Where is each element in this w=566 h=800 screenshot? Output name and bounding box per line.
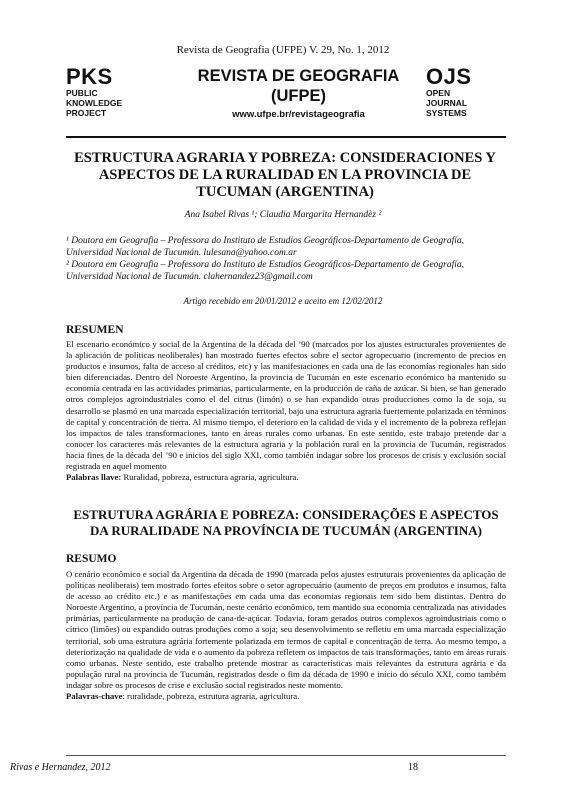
masthead-divider bbox=[66, 136, 506, 138]
running-head: Revista de Geografia (UFPE) V. 29, No. 1, 2012 bbox=[176, 44, 390, 56]
footer-citation: Rivas e Hernandez, 2012 bbox=[10, 762, 111, 773]
journal-name-block bbox=[176, 66, 421, 122]
resumen-keywords-text: Ruralidad, pobreza, estructura agraria, agricultura. bbox=[121, 472, 299, 483]
affiliation-2: ² Doutora em Geografia – Professora do Instituto de Estudios Geográficos-Departamento de Geografía, Universidad Nacional de Tucumán. clahernandez23@gmail.com bbox=[66, 260, 465, 282]
resumen-body bbox=[66, 339, 506, 483]
resumo-keywords bbox=[66, 691, 299, 701]
ojs-logo-line: OPEN bbox=[426, 88, 451, 98]
resumo-keywords-text: : ruralidade, pobreza, estrutura agraria, agricultura. bbox=[122, 691, 300, 702]
ojs-logo-title: OJS bbox=[426, 64, 472, 89]
affiliation-1: ¹ Doutora em Geografia – Professora do Instituto de Estudios Geográficos-Departamento de Geografía, Universidad Nacional de Tucumán. lulesana@yahoo.com.ar bbox=[66, 236, 465, 258]
footer-divider bbox=[66, 755, 506, 756]
ojs-logo-line: JOURNAL bbox=[426, 98, 468, 108]
page-number: 18 bbox=[408, 762, 418, 773]
pkp-logo-line: PUBLIC bbox=[66, 88, 98, 98]
resumo-heading: RESUMO bbox=[66, 553, 117, 565]
resumen-text: El escenario económico y social de la Argentina de la década del ’90 (marcados por los ajustes estructurales provenientes de la aplicación de políticas neoliberales) han mostrado fuertes efectos sobre el sector agropecuario (incremento de precios en productos e insumos, falta de acceso al créditos, etc) y las manifestaciones en cada una de las economías regionales han sido bien diferenciadas. Dentro del Noroeste Argentino, la provincia de Tucumán en este escenario económico ha mantenido su economía centrada en las actividades primarias, particularmente, en la producción de caña de azúcar. Si bien, se han generado otros complejos agroindustriales como el del citrus (limón) o se han expandido otras producciones como la de soja, su desarrollo se plasmó en una marcada especialización territorial, bajo una estructura agraria fuertemente polarizada en términos de capital y concentración de tierra. Al mismo tiempo, el deterioro en la calidad de vida y el incremento de la pobreza reflejan los impactos de tales transformaciones, tanto en áreas rurales como urbanas. En este sentido, este trabajo pretende dar a conocer los caracteres más relevantes de la estructura agraria y la población rural en la provincia de Tucumán, registrados hacia fines de la década del ’90 e inicios del siglo XXI, como también indagar sobre los procesos de crisis y exclusión social registrada en aquel momento bbox=[66, 339, 506, 472]
pkp-logo bbox=[66, 66, 161, 118]
article-title-pt: ESTRUTURA AGRÁRIA E POBREZA: CONSIDERAÇÕES E ASPECTOS DA RURALIDADE NA PROVÍNCIA DE TUCUMÁN (ARGENTINA) bbox=[73, 507, 499, 538]
pkp-logo-title: PKS bbox=[66, 64, 113, 89]
ojs-logo bbox=[426, 66, 506, 118]
affiliations bbox=[66, 235, 506, 283]
journal-institution: (UFPE) bbox=[271, 87, 326, 105]
resumo-text: O cenário econômico e social da Argentina da década de 1990 (marcada pelos ajustes estruturais provenientes da aplicação de políticas neoliberais) tem mostrado fortes efeitos sobre o setor agropecuário (aumento de preços em produtos e insumos, falta de acesso ao crédito etc.) e as manifestações em cada uma das economias regionais tem sido bem distintas. Dentro do Noroeste Argentino, a província de Tucumán, neste cenário econômico, tem mantido sua economia centralizada nas atividades primárias, particularmente na produção de cana-de-açúcar. Todavia, foram gerados outros complexos agroindustriais como o cítrico (limões) ou expandido outras produções como a soja; seu desenvolvimento se refletiu em uma marcada especialização territorial, sob uma estrutura agrária fortemente polarizada em termos de capital e concentração de terra. Ao mesmo tempo, a deteriorização na qualidade de vida e o aumento da pobreza refletem os impactos de tais transformações, tanto em áreas rurais como urbanas. Neste sentido, este trabalho pretende mostrar as características mais relevantes da estrutura agrária e da população rural na província de Tucumán, registrados desde o fim da década de 1990 e início do século XXI, como também indagar sobre os procesos de crise e exclusão social registrados neste momento. bbox=[66, 569, 506, 690]
resumo-keywords-label: Palavras-chave bbox=[66, 691, 123, 702]
pkp-logo-line: KNOWLEDGE bbox=[66, 98, 123, 108]
resumo-body bbox=[66, 569, 506, 702]
received-date: Artigo recebido em 20/01/2012 e aceito em 12/02/2012 bbox=[183, 296, 383, 306]
pkp-logo-line: PROJECT bbox=[66, 108, 107, 118]
ojs-logo-line: SYSTEMS bbox=[426, 108, 467, 118]
resumen-keywords-label: Palabras llave: bbox=[66, 472, 122, 483]
author-list: Ana Isabel Rivas ¹; Claudia Margarita Hernandèz ² bbox=[184, 210, 382, 220]
resumen-heading: RESUMEN bbox=[66, 324, 124, 336]
journal-url-link[interactable]: www.ufpe.br/revistageografia bbox=[232, 109, 365, 120]
article-title: ESTRUCTURA AGRARIA Y POBREZA: CONSIDERACIONES Y ASPECTOS DE LA RURALIDAD EN LA PROVINCIA DE TUCUMAN (ARGENTINA) bbox=[74, 150, 496, 200]
journal-name: REVISTA DE GEOGRAFIA bbox=[197, 67, 400, 85]
journal-masthead bbox=[66, 66, 506, 134]
resumen-keywords bbox=[66, 472, 299, 482]
